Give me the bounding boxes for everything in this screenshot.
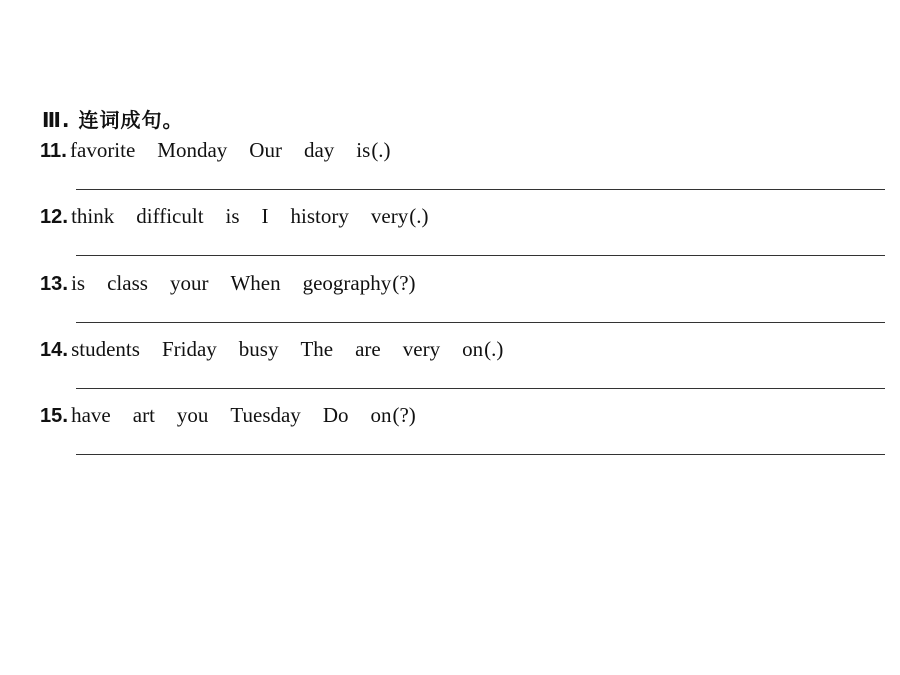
scrambled-word: class [107,271,148,295]
ending-punctuation: (.) [409,204,429,228]
question-number-dot: . [62,205,69,228]
scrambled-word: you [176,403,209,427]
scrambled-word: Tuesday [230,403,301,427]
question-item [40,336,885,402]
ending-punctuation: (?) [392,403,416,427]
question-prompt [40,203,428,230]
scrambled-word: think [71,204,115,228]
ending-punctuation: (.) [371,138,391,162]
scrambled-word: art [132,403,155,427]
scrambled-word: difficult [136,204,204,228]
scrambled-word: history [290,204,349,228]
question-item [40,137,885,203]
question-number-dot: . [62,272,69,295]
scrambled-word: very [402,337,441,361]
question-number: 13 [40,273,63,295]
question-number-dot: . [61,139,67,162]
question-prompt [40,402,416,429]
scrambled-word: Our [249,138,282,162]
question-number: 12 [40,206,63,228]
question-number: 14 [40,339,63,361]
scrambled-word: busy [238,337,279,361]
answer-line[interactable] [76,454,885,455]
scrambled-word: geography [302,271,392,295]
scrambled-word: When [230,271,281,295]
answer-line[interactable] [76,255,885,256]
answer-line[interactable] [76,189,885,190]
ending-punctuation: (?) [392,271,416,295]
scrambled-word: is [71,271,86,295]
question-item [40,270,885,336]
question-number: 11 [40,140,62,162]
scrambled-word: is [356,138,371,162]
question-prompt [40,137,391,164]
scrambled-word: Friday [161,337,217,361]
scrambled-word: are [355,337,381,361]
scrambled-word: is [225,204,240,228]
scrambled-word: students [71,337,140,361]
question-prompt [40,270,416,297]
scrambled-word: on [370,403,392,427]
scrambled-word: I [261,204,269,228]
question-number-dot: . [62,338,69,361]
ending-punctuation: (.) [484,337,504,361]
scrambled-word: on [462,337,484,361]
scrambled-word: very [370,204,409,228]
scrambled-word: The [300,337,334,361]
answer-line[interactable] [76,322,885,323]
scrambled-word: have [71,403,111,427]
question-item [40,203,885,269]
section-heading: Ⅲ. 连词成句。 [42,108,184,132]
scrambled-word: Do [322,403,349,427]
scrambled-word: day [303,138,335,162]
question-prompt [40,336,503,363]
question-number-dot: . [62,404,69,427]
scrambled-word: favorite [70,138,136,162]
question-number: 15 [40,405,63,427]
answer-line[interactable] [76,388,885,389]
scrambled-word: Monday [157,138,228,162]
question-item [40,402,885,468]
scrambled-word: your [169,271,209,295]
